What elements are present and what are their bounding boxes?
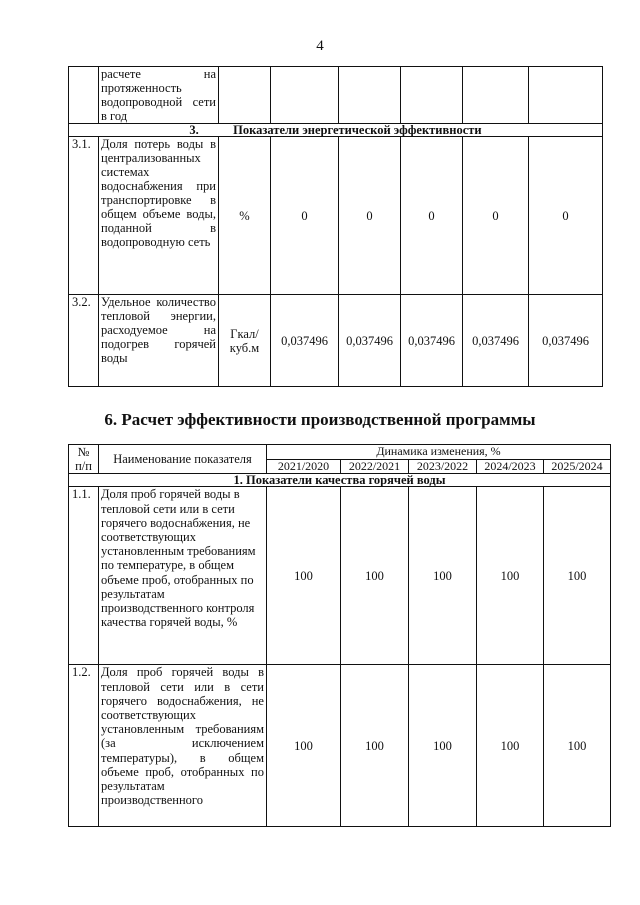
table-row xyxy=(69,67,603,124)
name-header: Наименование показателя xyxy=(99,445,267,474)
dynamics-header: Динамика изменения, % xyxy=(267,445,611,460)
value-cell: 100 xyxy=(409,665,477,827)
value-cell: 100 xyxy=(267,665,341,827)
section-heading: 6. Расчет эффективности производственной программы xyxy=(104,410,536,429)
row-number: 1.1. xyxy=(69,487,99,665)
value-cell: 0 xyxy=(271,137,339,295)
value-cell: 0 xyxy=(529,137,603,295)
value-cell: 0,037496 xyxy=(271,295,339,387)
value-cell: 100 xyxy=(477,665,544,827)
value-cell: 0 xyxy=(463,137,529,295)
section-row xyxy=(69,124,603,137)
value-cell: 100 xyxy=(409,487,477,665)
value-cell: 100 xyxy=(341,487,409,665)
indicator-name: Доля проб горячей воды в тепловой сети или в сети горячего водоснабжения, не соответствующих установленным требованиям по температуре, в общем объеме проб, отобранных по результатам производственного контроля качества горячей воды, % xyxy=(99,487,267,665)
section-number: 3. xyxy=(189,123,199,137)
row-number: 3.2. xyxy=(69,295,99,387)
value-cell: 0 xyxy=(401,137,463,295)
value-cell: 100 xyxy=(544,487,611,665)
year-header: 2023/2022 xyxy=(409,459,477,474)
year-header: 2025/2024 xyxy=(544,459,611,474)
table-row xyxy=(69,487,611,665)
unit-cell: % xyxy=(219,137,271,295)
value-cell: 0,037496 xyxy=(401,295,463,387)
row-number: 3.1. xyxy=(69,137,99,295)
indicator-name: расчете на протяженность водопроводной сети в год xyxy=(99,67,219,124)
header-row xyxy=(69,445,611,460)
year-header: 2022/2021 xyxy=(341,459,409,474)
number-header: № п/п xyxy=(69,445,99,474)
page-number: 4 xyxy=(316,38,324,54)
year-header: 2024/2023 xyxy=(477,459,544,474)
section-title: 1. Показатели качества горячей воды xyxy=(69,474,611,487)
efficiency-table xyxy=(68,444,611,827)
value-cell: 100 xyxy=(341,665,409,827)
value-cell: 100 xyxy=(267,487,341,665)
indicator-name: Удельное количество тепловой энергии, расходуемое на подогрев горячей воды xyxy=(99,295,219,387)
indicator-name: Доля потерь воды в централизованных системах водоснабжения при транспортировке в общем объеме воды, поданной в водопроводную сеть xyxy=(99,137,219,295)
unit-cell: Гкал/ куб.м xyxy=(219,295,271,387)
value-cell: 0,037496 xyxy=(529,295,603,387)
value-cell: 0 xyxy=(339,137,401,295)
value-cell: 0,037496 xyxy=(339,295,401,387)
table-row xyxy=(69,665,611,827)
row-number: 1.2. xyxy=(69,665,99,827)
indicators-table xyxy=(68,66,603,387)
row-number xyxy=(69,67,99,124)
table-row xyxy=(69,137,603,295)
value-cell: 100 xyxy=(544,665,611,827)
year-header: 2021/2020 xyxy=(267,459,341,474)
value-cell: 100 xyxy=(477,487,544,665)
value-cell: 0,037496 xyxy=(463,295,529,387)
section-title: Показатели энергетической эффективности xyxy=(233,123,482,137)
table-row xyxy=(69,295,603,387)
indicator-name: Доля проб горячей воды в тепловой сети или в сети горячего водоснабжения, не соответствующих установленным требованиям (за исключением температуры), в общем объеме проб, отобранных по результатам производственного xyxy=(99,665,267,827)
section-row xyxy=(69,474,611,487)
